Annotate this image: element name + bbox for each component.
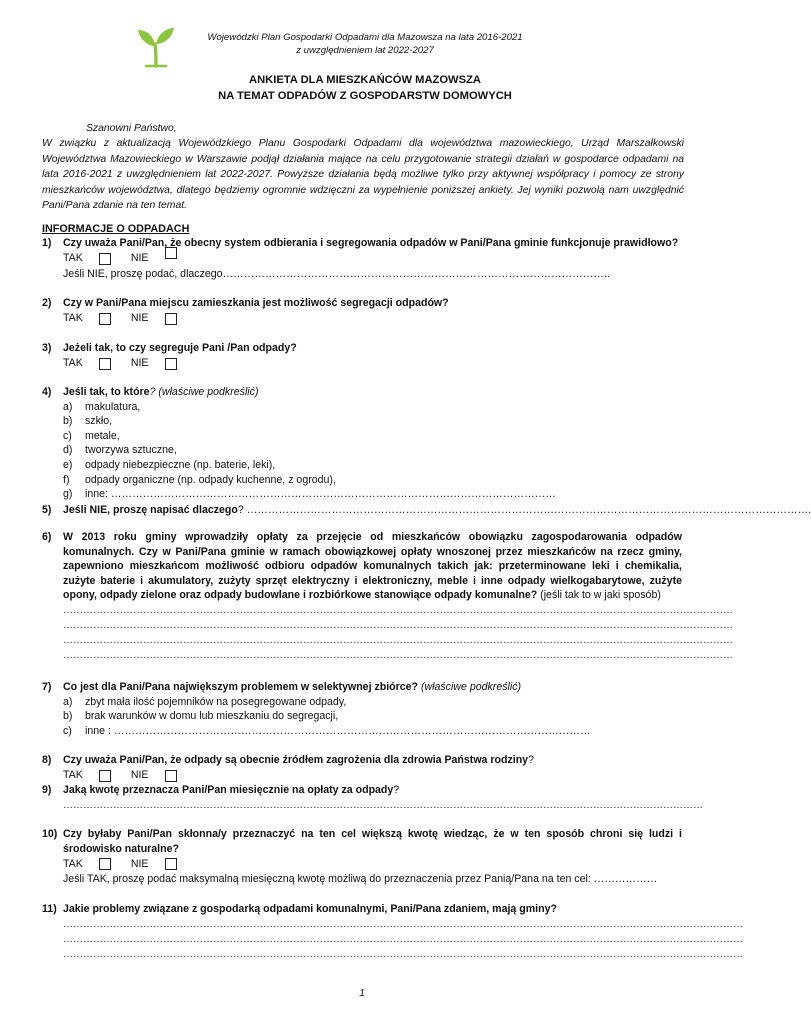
question-4: [42, 385, 682, 502]
question-6: [42, 530, 733, 663]
yes-no-choice: [63, 311, 682, 327]
intro-body: W związku z aktualizacją Wojewódzkiego Planu Gospodarki Odpadami dla województwa mazowieckiego, Urząd Marszałkowski Województwa Mazowieckiego w Warszawie podjął działania mające na celu przygotowanie strategii działań w gospodarce odpadami na lata 2016-2021 z uwzględnieniem lat 2022-2027. Powyższe działania będą możliwe tylko przy aktywnej współpracy i pomocy ze strony mieszkańców województwa, dlatego będziemy ogromnie wdzięczni za wypełnienie poniższej ankiety. Jej wyniki pozwolą nam uwzględnić Pani/Pana zdanie na ten temat.: [42, 138, 684, 212]
no-label: NIE: [130, 769, 149, 782]
yes-label: TAK: [63, 357, 83, 370]
yes-no-choice: [63, 251, 682, 267]
option-d[interactable]: d) tworzywa sztuczne,: [63, 444, 177, 457]
answer-line[interactable]: ……………………………………………………………………………………………………………………………………………………………………………………: [63, 918, 743, 930]
question-1: [42, 236, 682, 281]
question-number: 5): [42, 504, 52, 516]
yes-checkbox[interactable]: [99, 858, 111, 870]
answer-line[interactable]: …………………………………………………………………………………………………………………………………………………………………………………: [63, 619, 733, 631]
option-c[interactable]: c) inne : ………………………………………………………………………………………………………………………: [63, 724, 591, 737]
yes-checkbox[interactable]: [99, 253, 111, 265]
question-7: [42, 680, 682, 738]
survey-title-line-2: NA TEMAT ODPADÓW Z GOSPODARSTW DOMOWYCH: [218, 90, 512, 102]
question-hint: (właściwe podkreślić): [418, 681, 522, 693]
answer-line[interactable]: …………………………………………………………………………………………………………………………………………………………………………: [63, 799, 703, 811]
question-9: 9) Jaką kwotę przeznacza Pani/Pan miesięcznie na opłaty za odpady? …………………………………………………………………………………………………………………………………………………………………………: [42, 784, 703, 811]
yes-checkbox[interactable]: [99, 313, 111, 325]
answer-line[interactable]: …………………………………………………………………………………………………………………………………………………………………………………: [63, 649, 733, 661]
option-b[interactable]: b) szkło,: [63, 415, 113, 428]
question-text: Jeśli NIE, proszę napisać dlaczego: [63, 504, 238, 516]
section-heading: INFORMACJE O ODPADACH: [42, 223, 190, 235]
question-3: [42, 341, 682, 372]
question-text: Jeśli tak, to które: [63, 386, 150, 398]
question-text: Co jest dla Pani/Pana największym problemem w selektywnej zbiórce?: [63, 681, 419, 693]
question-text: Jaką kwotę przeznacza Pani/Pan miesięcznie na opłaty za odpady: [63, 784, 394, 796]
option-b[interactable]: b) brak warunków w domu lub mieszkaniu do segregacji,: [63, 710, 339, 723]
no-checkbox[interactable]: [165, 358, 177, 370]
question-8: 8) Czy uważa Pani/Pan, że odpady są obecnie źródłem zagrożenia dla zdrowia Państwa rodziny? TAK NIE: [42, 753, 682, 784]
question-5: [42, 503, 811, 518]
answer-line[interactable]: …………………………………………………………………………………………………………………………………………………………………………………: [63, 634, 733, 646]
question-text: Jakie problemy związane z gospodarką odpadami komunalnymi, Pani/Pana zdaniem, mają gminy?: [63, 903, 557, 915]
no-label: NIE: [130, 312, 149, 325]
question-text: Jeżeli tak, to czy segreguje Pani /Pan odpady?: [63, 342, 297, 354]
yes-checkbox[interactable]: [99, 358, 111, 370]
question-number: 11): [42, 903, 57, 915]
answer-line[interactable]: ……………………………………………………………………………………………………………………………………………………………………………………: [63, 948, 743, 960]
question-text: Czy uważa Pani/Pan, że obecny system odbierania i segregowania odpadów w Pani/Pana gminie funkcjonuje prawidłowo?: [63, 237, 679, 249]
answer-line[interactable]: ? …………………………………………………………………………………………………………………………………………….: [237, 504, 811, 516]
no-label: NIE: [130, 357, 149, 370]
option-f[interactable]: f) odpady organiczne (np. odpady kuchenne, z ogrodu),: [63, 473, 336, 486]
sprout-logo-icon: [136, 24, 176, 68]
page-number: 1: [359, 988, 365, 999]
followup-text: Jeśli TAK, proszę podać maksymalną miesięczną kwotę możliwą do przeznaczenia przez Panią/Pana na ten cel: ………………: [63, 873, 658, 886]
yes-no-choice: [63, 356, 682, 372]
greeting: Szanowni Państwo,: [86, 123, 177, 134]
header-line-1: Wojewódzki Plan Gospodarki Odpadami dla Mazowsza na lata 2016-2021: [207, 32, 523, 43]
answer-line[interactable]: ……………………………………………………………………………………………………………………………………………………………………………………: [63, 933, 743, 945]
yes-label: TAK: [63, 312, 83, 325]
question-number: 4): [42, 386, 52, 398]
question-number: 8): [42, 754, 52, 766]
yes-label: TAK: [63, 769, 83, 782]
no-label: NIE: [130, 857, 149, 870]
followup-text: Jeśli NIE, proszę podać, dlaczego………………………………………………………………………………………………..: [63, 267, 610, 280]
no-checkbox[interactable]: [165, 858, 177, 870]
yes-label: TAK: [63, 857, 83, 870]
question-text: Czy w Pani/Pana miejscu zamieszkania jest możliwość segregacji odpadów?: [63, 297, 449, 309]
question-number: 9): [42, 784, 52, 796]
question-number: 1): [42, 237, 52, 249]
answer-line[interactable]: …………………………………………………………………………………………………………………………………………………………………………………: [63, 604, 733, 616]
question-2: [42, 296, 682, 327]
question-text: W 2013 roku gminy wprowadziły opłaty za przejęcie od mieszkańców obowiązku zagospodarowania odpadów komunalnych. Czy w Pani/Pana gminie w ramach obowiązkowej opłaty wnoszonej przez mieszkańców na rzecz gminy, zapewniono mieszkańcom możliwość odbioru odpadów komunalnych takich jak: przeterminowane leki i chemikalia, zużyte baterie i akumulatory, zużyty sprzęt elektryczny i elektroniczny, meble i inne odpady wielkogabarytowe, zużyte opony, odpady zielone oraz odpady budowlane i rozbiórkowe stanowiące odpady komunalne? (jeśli tak to w jaki sposób): [63, 531, 682, 602]
yes-checkbox[interactable]: [99, 770, 111, 782]
no-checkbox[interactable]: [165, 247, 177, 259]
option-e[interactable]: e) odpady niebezpieczne (np. baterie, leki),: [63, 458, 276, 471]
question-hint: (jeśli tak to w jaki sposób): [537, 589, 661, 602]
option-g[interactable]: g) inne: ………………………………………………………………………………………………………………: [63, 488, 556, 501]
question-text: Czy byłaby Pani/Pan skłonna/y przeznaczyć na ten cel większą kwotę wiedząc, że w ten sposób chroni się ludzi i środowisko naturalne?: [63, 828, 682, 855]
no-label: NIE: [130, 252, 149, 265]
no-checkbox[interactable]: [165, 313, 177, 325]
header-line-2: z uwzględnieniem lat 2022-2027: [296, 45, 434, 56]
option-a[interactable]: a) makulatura,: [63, 400, 141, 413]
question-number: 6): [42, 531, 52, 543]
intro: [42, 121, 684, 213]
option-c[interactable]: c) metale,: [63, 429, 120, 442]
question-number: 7): [42, 681, 52, 693]
no-checkbox[interactable]: [165, 770, 177, 782]
question-number: 2): [42, 297, 52, 309]
yes-label: TAK: [63, 252, 83, 265]
question-11: [42, 902, 743, 962]
option-a[interactable]: a) zbyt mała ilość pojemników na posegregowane odpady,: [63, 695, 347, 708]
question-text: Czy uważa Pani/Pan, że odpady są obecnie źródłem zagrożenia dla zdrowia Państwa rodziny: [63, 754, 529, 766]
question-number: 10): [42, 828, 58, 840]
yes-no-choice: [63, 768, 682, 784]
question-hint: ? (właściwe podkreślić): [149, 386, 259, 398]
yes-no-choice: [63, 856, 682, 872]
question-number: 3): [42, 342, 52, 354]
question-10: [42, 827, 682, 887]
survey-title-line-1: ANKIETA DLA MIESZKAŃCÓW MAZOWSZA: [248, 74, 481, 86]
